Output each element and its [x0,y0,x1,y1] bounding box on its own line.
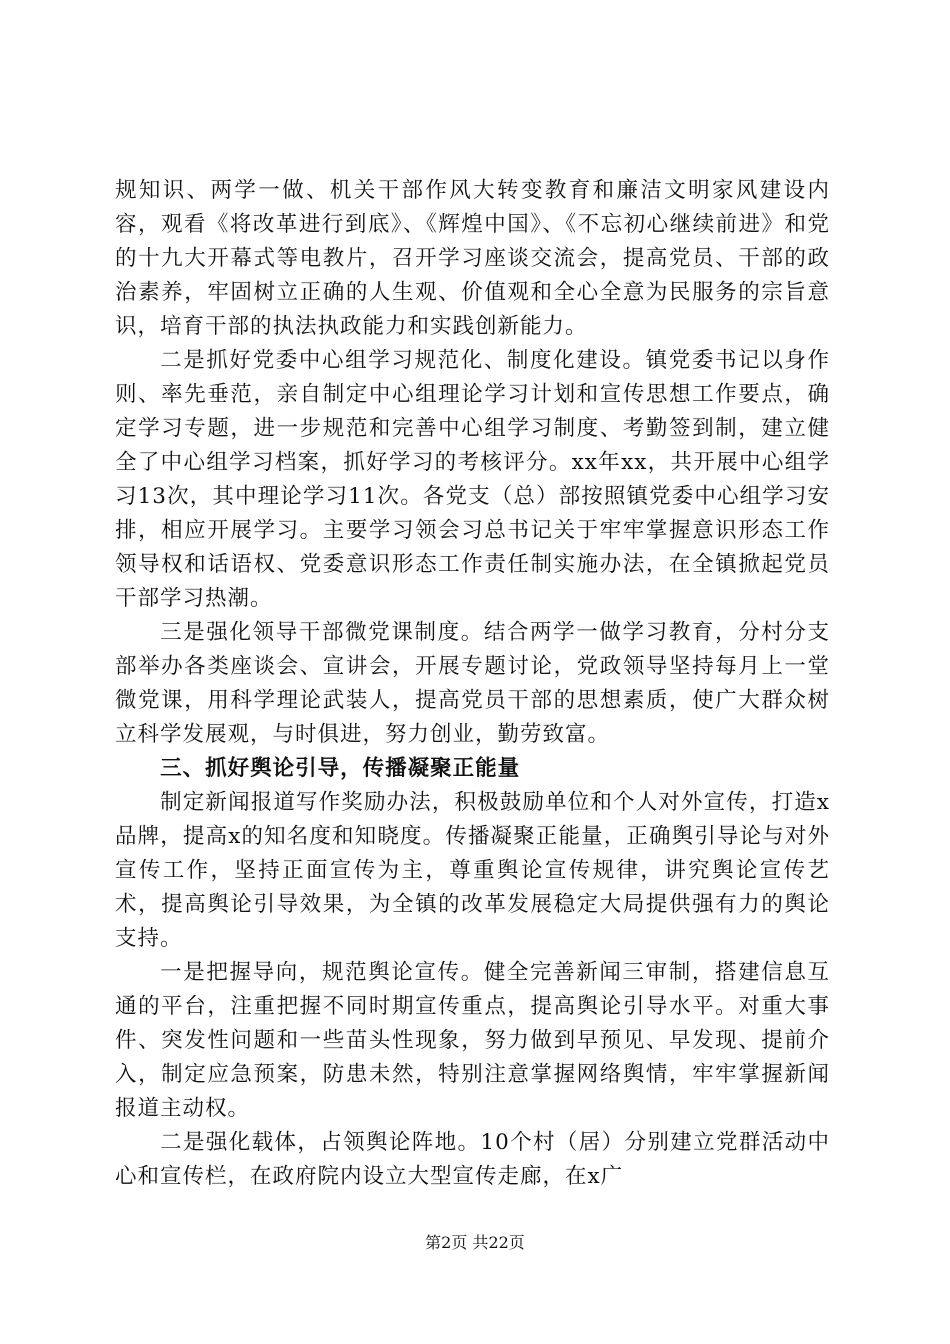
paragraph: 三是强化领导干部微党课制度。结合两学一做学习教育，分村分支部举办各类座谈会、宣讲会，开展专题讨论，党政领导坚持每月上一堂微党课，用科学理论武装人，提高党员干部的思想素质，使广大群众树立科学发展观，与时俱进，努力创业，勤劳致富。 [115,620,830,747]
document-body [115,174,830,1194]
section-heading: 三、抓好舆论引导，传播凝聚正能量 [160,756,521,781]
paragraph: 制定新闻报道写作奖励办法，积极鼓励单位和个人对外宣传，打造x品牌，提高x的知名度和知晓度。传播凝聚正能量，正确舆引导论与对外宣传工作，坚持正面宣传为主，尊重舆论宣传规律，讲究舆论宣传艺术，提高舆论引导效果，为全镇的改革发展稳定大局提供强有力的舆论支持。 [115,790,830,951]
paragraph: 一是把握导向，规范舆论宣传。健全完善新闻三审制，搭建信息互通的平台，注重把握不同时期宣传重点，提高舆论引导水平。对重大事件、突发性问题和一些苗头性现象，努力做到早预见、早发现、提前介入，制定应急预案，防患未然，特别注意掌握网络舆情，牢牢掌握新闻报道主动权。 [115,960,830,1121]
paragraph: 二是抓好党委中心组学习规范化、制度化建设。镇党委书记以身作则、率先垂范，亲自制定中心组理论学习计划和宣传思想工作要点，确定学习专题，进一步规范和完善中心组学习制度、考勤签到制，建立健全了中心组学习档案，抓好学习的考核评分。xx年xx，共开展中心组学习13次，其中理论学习11次。各党支（总）部按照镇党委中心组学习安排，相应开展学习。主要学习领会习总书记关于牢牢掌握意识形态工作领导权和话语权、党委意识形态工作责任制实施办法，在全镇掀起党员干部学习热潮。 [115,348,830,611]
page-footer: 第2页 共22页 [425,1233,525,1252]
paragraph: 二是强化载体，占领舆论阵地。10个村（居）分别建立党群活动中心和宣传栏，在政府院内设立大型宣传走廊，在x广 [115,1130,830,1189]
paragraph: 规知识、两学一做、机关干部作风大转变教育和廉洁文明家风建设内容，观看《将改革进行到底》、《辉煌中国》、《不忘初心继续前进》和党的十九大开幕式等电教片，召开学习座谈交流会，提高党员、干部的政治素养，牢固树立正确的人生观、价值观和全心全意为民服务的宗旨意识，培育干部的执法执政能力和实践创新能力。 [115,178,830,339]
